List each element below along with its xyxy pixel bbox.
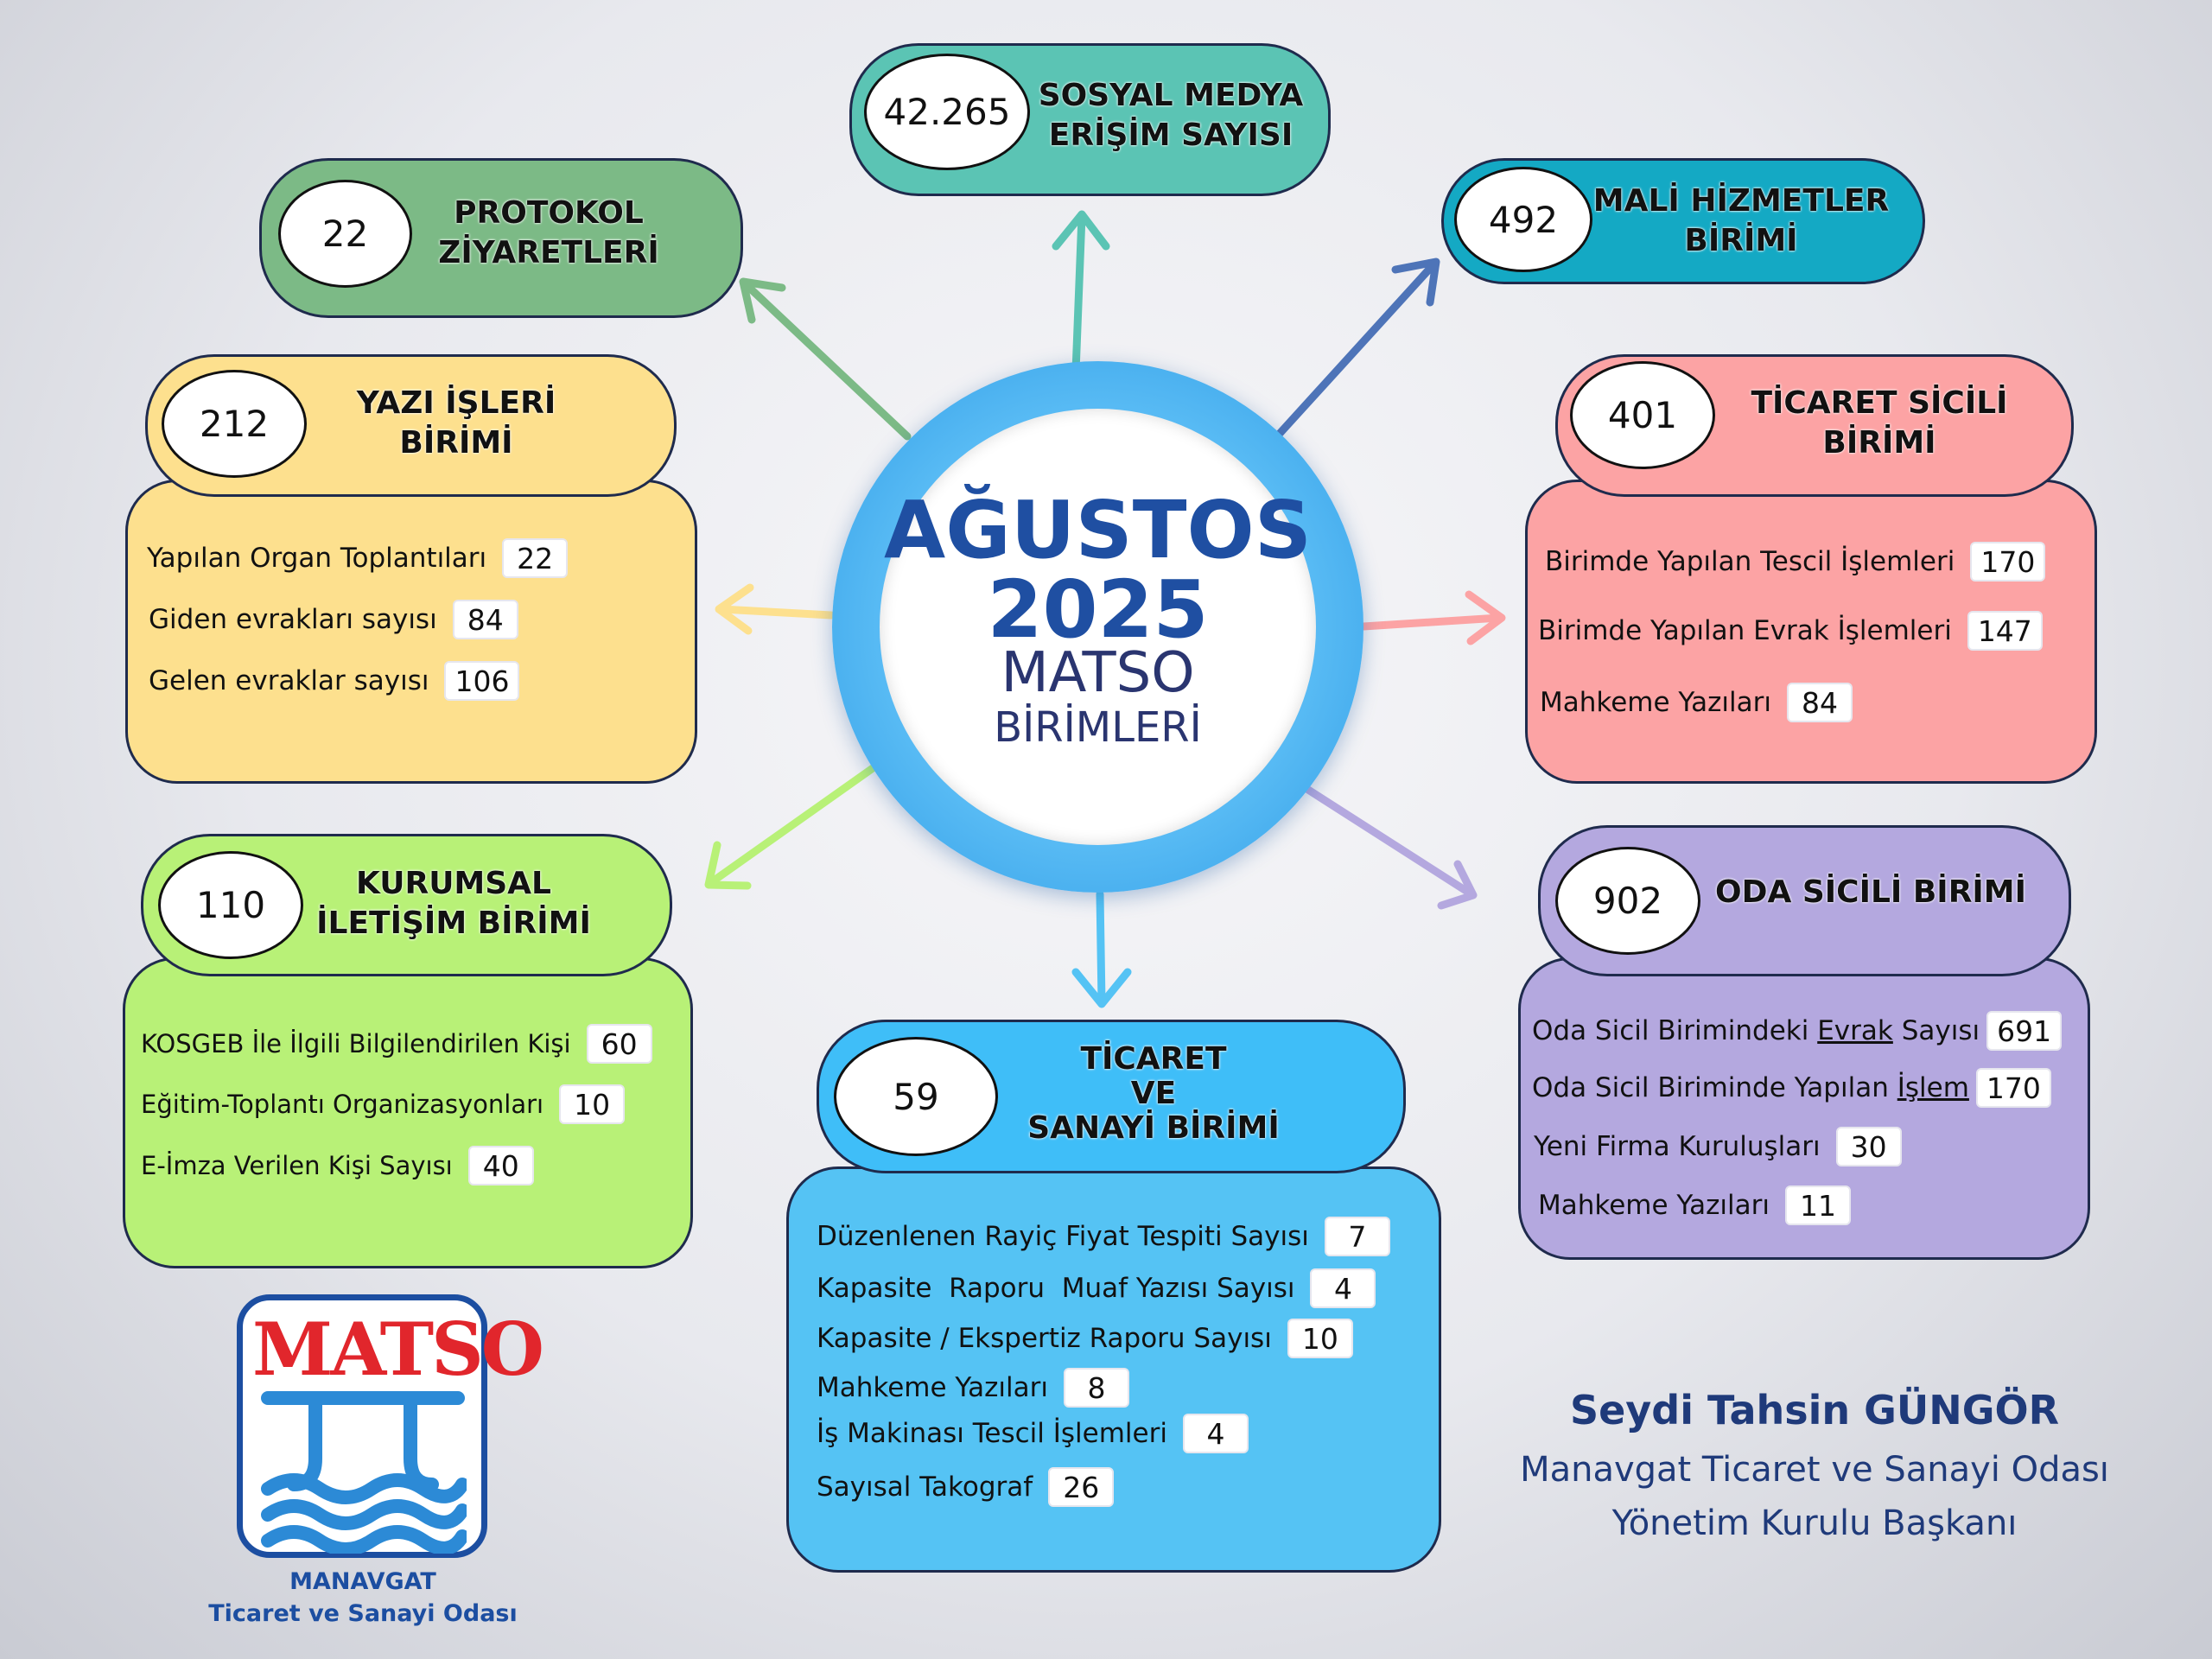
signature-name: Seydi Tahsin GÜNGÖR xyxy=(1569,1387,2060,1433)
yazi-isleri-title: YAZI İŞLERİ BİRİMİ xyxy=(356,385,556,461)
protokol-count: 22 xyxy=(278,180,412,288)
signature-line-1: Manavgat Ticaret ve Sanayi Odası xyxy=(1520,1450,2109,1490)
arrow-mali xyxy=(1277,262,1436,436)
yazi-isleri-count: 212 xyxy=(162,370,307,478)
ticaret-sanayi-row: Sayısal Takograf 26 xyxy=(817,1467,1114,1507)
arrow-kurumsal xyxy=(709,762,881,886)
arrow-oda-sicili xyxy=(1296,782,1473,906)
arrow-ticaret-sanayi xyxy=(1076,894,1128,1004)
ticaret-sanayi-row: Mahkeme Yazıları 8 xyxy=(817,1368,1129,1408)
yazi-isleri-row: Yapılan Organ Toplantıları 22 xyxy=(147,538,568,578)
arrow-yazi-isleri xyxy=(719,588,831,631)
logo-caption-2: Ticaret ve Sanayi Odası xyxy=(208,1600,518,1627)
arrow-protokol xyxy=(743,282,907,436)
logo-wordmark: MATSO xyxy=(252,1306,542,1392)
signature-line-2: Yönetim Kurulu Başkanı xyxy=(1611,1503,2018,1543)
center-year: 2025 xyxy=(987,563,1209,656)
sosyal-medya-title: SOSYAL MEDYA ERİŞİM SAYISI xyxy=(1038,78,1304,153)
oda-sicili-row: Oda Sicil Birimindeki Evrak Sayısı 691 xyxy=(1532,1011,2062,1051)
arrow-ticaret-sicili xyxy=(1363,594,1502,641)
oda-sicili-row: Mahkeme Yazıları 11 xyxy=(1538,1185,1851,1225)
center-month: AĞUSTOS xyxy=(884,484,1312,576)
kurumsal-title: KURUMSAL İLETİŞİM BİRİMİ xyxy=(316,866,591,941)
ticaret-sicili-title: TİCARET SİCİLİ BİRİMİ xyxy=(1751,385,2008,461)
ticaret-sanayi-row: Kapasite Raporu Muaf Yazısı Sayısı 4 xyxy=(817,1268,1376,1308)
ticaret-sicili-row: Birimde Yapılan Tescil İşlemleri 170 xyxy=(1545,542,2045,582)
kurumsal-row: Eğitim-Toplantı Organizasyonları 10 xyxy=(141,1084,625,1124)
ticaret-sanayi-row: İş Makinası Tescil İşlemleri 4 xyxy=(817,1414,1249,1453)
oda-sicili-row: Oda Sicil Biriminde Yapılan İşlem 170 xyxy=(1532,1068,2051,1108)
ticaret-sanayi-title: TİCARET VE SANAYİ BİRİMİ xyxy=(1027,1041,1280,1146)
oda-sicili-row: Yeni Firma Kuruluşları 30 xyxy=(1534,1127,1902,1166)
yazi-isleri-row: Giden evrakları sayısı 84 xyxy=(149,600,518,639)
mali-hizmetler-count: 492 xyxy=(1454,167,1592,272)
ticaret-sanayi-count: 59 xyxy=(834,1037,998,1156)
kurumsal-row: E-İmza Verilen Kişi Sayısı 40 xyxy=(141,1146,534,1185)
oda-sicili-title: ODA SİCİLİ BİRİMİ xyxy=(1714,874,2027,910)
ticaret-sicili-row: Mahkeme Yazıları 84 xyxy=(1540,683,1853,722)
logo-caption-1: MANAVGAT xyxy=(289,1568,436,1595)
yazi-isleri-row: Gelen evraklar sayısı 106 xyxy=(149,661,519,701)
arrow-sosyal-medya xyxy=(1056,214,1106,372)
ticaret-sanayi-row: Düzenlenen Rayiç Fiyat Tespiti Sayısı 7 xyxy=(817,1217,1390,1256)
kurumsal-row: KOSGEB İle İlgili Bilgilendirilen Kişi 60 xyxy=(141,1024,652,1064)
center-subtitle: BİRİMLERİ xyxy=(994,703,1202,752)
ticaret-sicili-row: Birimde Yapılan Evrak İşlemleri 147 xyxy=(1538,611,2043,651)
sosyal-medya-count: 42.265 xyxy=(864,54,1030,170)
ticaret-sanayi-row: Kapasite / Ekspertiz Raporu Sayısı 10 xyxy=(817,1319,1353,1358)
oda-sicili-count: 902 xyxy=(1555,847,1700,955)
mali-hizmetler-title: MALİ HİZMETLER BİRİMİ xyxy=(1592,183,1890,258)
ticaret-sicili-count: 401 xyxy=(1570,361,1715,469)
logo-waves-icon xyxy=(259,1389,467,1554)
protokol-title: PROTOKOL ZİYARETLERİ xyxy=(438,195,659,270)
kurumsal-count: 110 xyxy=(158,851,303,959)
center-org: MATSO xyxy=(1001,641,1195,705)
